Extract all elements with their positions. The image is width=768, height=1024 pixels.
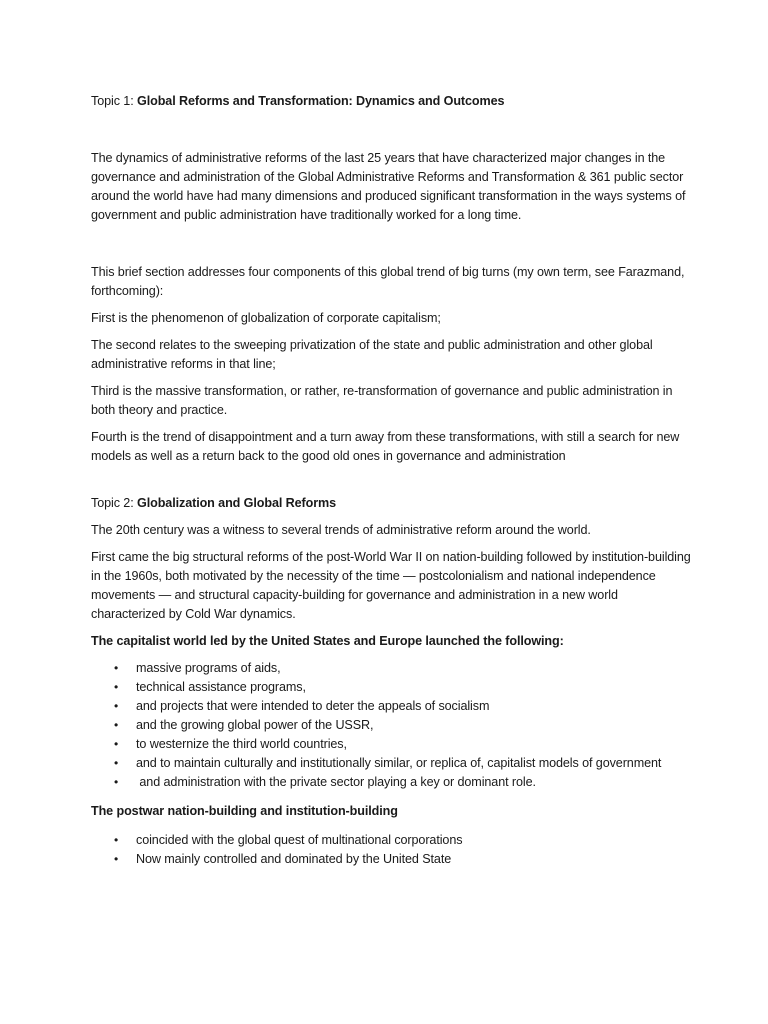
paragraph-century: The 20th century was a witness to several trends of administrative reform around the world. <box>91 523 591 537</box>
paragraph-intro: The dynamics of administrative reforms of the last 25 years that have characterized major changes in the governance and administration of the Global Administrative Reforms and Transformation & 361 public sector around the world have had many dimensions and produced significant transformation in the ways systems of government and public administration have traditionally worked for a long time. <box>91 151 686 222</box>
list-item <box>91 831 691 850</box>
paragraph-section: This brief section addresses four components of this global trend of big turns (my own term, see Farazmand, forthcoming): <box>91 265 685 298</box>
paragraph-first-came: First came the big structural reforms of the post-World War II on nation-building followed by institution-building in the 1960s, both motivated by the necessity of the time — postcolonialism and national independence movements — and structural capacity-building for governance and administration in a new world characterized by Cold War dynamics. <box>91 550 691 621</box>
list-item <box>91 697 691 716</box>
bullet-icon: • <box>114 699 119 713</box>
list-item-text: and projects that were intended to deter the appeals of socialism <box>136 699 490 713</box>
capitalist-heading: The capitalist world led by the United States and Europe launched the following: <box>91 634 564 648</box>
list-item-text: and administration with the private sector playing a key or dominant role. <box>136 775 536 789</box>
paragraph-first: First is the phenomenon of globalization of corporate capitalism; <box>91 311 441 325</box>
topic1-prefix: Topic 1: <box>91 94 138 108</box>
topic2-heading <box>91 494 691 513</box>
list-item-text: coincided with the global quest of multinational corporations <box>136 833 463 847</box>
capitalist-list <box>91 659 691 792</box>
list-item-text: to westernize the third world countries, <box>136 737 347 751</box>
bullet-icon: • <box>114 852 119 866</box>
list-item <box>91 735 691 754</box>
list-item-text: technical assistance programs, <box>136 680 306 694</box>
list-item <box>91 754 691 773</box>
document-body <box>91 92 691 869</box>
topic2-prefix: Topic 2: <box>91 496 138 510</box>
list-item <box>91 773 691 792</box>
bullet-icon: • <box>114 833 119 847</box>
bullet-icon: • <box>114 661 119 675</box>
paragraph-third: Third is the massive transformation, or rather, re-transformation of governance and public administration in both theory and practice. <box>91 384 673 417</box>
list-item-text: massive programs of aids, <box>136 661 281 675</box>
topic2-title: Globalization and Global Reforms <box>137 496 337 510</box>
postwar-heading: The postwar nation-building and institution-building <box>91 804 398 818</box>
list-item-text: and the growing global power of the USSR, <box>136 718 374 732</box>
list-item-text: and to maintain culturally and institutionally similar, or replica of, capitalist models of government <box>136 756 662 770</box>
list-item-text: Now mainly controlled and dominated by the United State <box>136 852 452 866</box>
postwar-list <box>91 831 691 869</box>
bullet-icon: • <box>114 680 119 694</box>
topic1-title: Global Reforms and Transformation: Dynamics and Outcomes <box>137 94 505 108</box>
bullet-icon: • <box>114 775 119 789</box>
list-item <box>91 659 691 678</box>
topic1-heading <box>91 92 691 111</box>
paragraph-fourth: Fourth is the trend of disappointment and a turn away from these transformations, with still a search for new models as well as a return back to the good old ones in governance and administration <box>91 430 680 463</box>
paragraph-second: The second relates to the sweeping privatization of the state and public administration and other global administrative reforms in that line; <box>91 338 653 371</box>
bullet-icon: • <box>114 756 119 770</box>
bullet-icon: • <box>114 718 119 732</box>
list-item <box>91 716 691 735</box>
list-item <box>91 850 691 869</box>
list-item <box>91 678 691 697</box>
bullet-icon: • <box>114 737 119 751</box>
